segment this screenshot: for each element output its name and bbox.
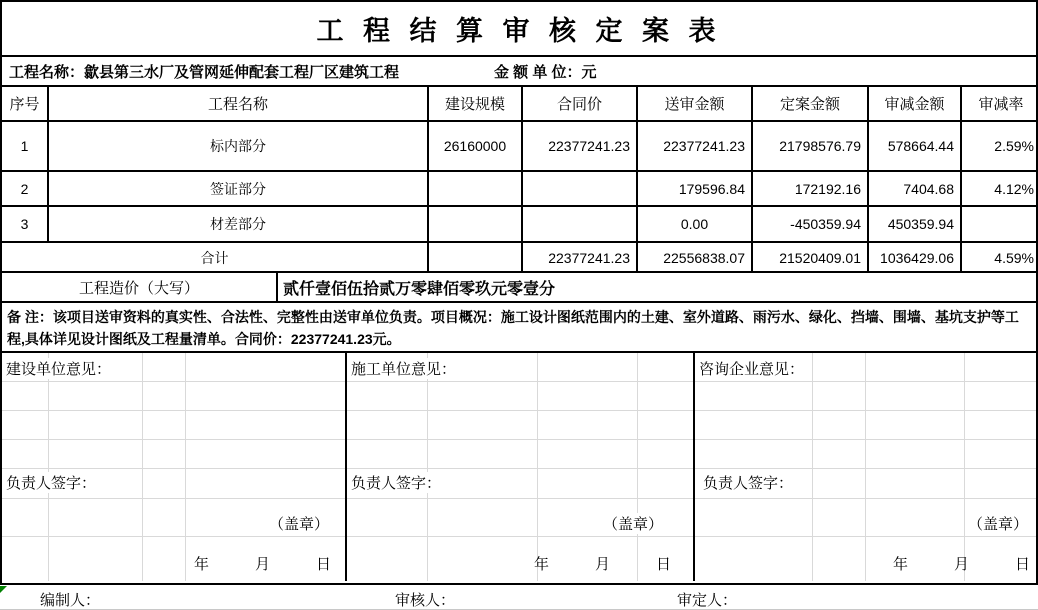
owner-sign-label: 负责人签字： [6,472,98,493]
year-label: 年 [533,556,549,573]
consultant-sign-label: 负责人签字： [703,472,795,493]
cell-final: 21798576.79 [752,121,868,171]
cell-error-indicator-icon [0,586,7,593]
day-label: 日 [315,556,331,573]
contractor-sign-label: 负责人签字： [351,472,443,493]
amount-unit-label: 金 额 单 位：元 [494,63,597,81]
cell-contract [522,171,637,206]
opinions-area [2,353,1036,581]
table-row [2,121,1038,171]
cell-scale: 26160000 [428,121,522,171]
cell-scale [428,171,522,206]
cell-final: -450359.94 [752,206,868,242]
cell-reduction: 578664.44 [868,121,961,171]
cell-submitted: 0.00 [637,206,752,242]
cell-submitted: 179596.84 [637,171,752,206]
col-header-rate: 审减率 [961,87,1038,121]
cell-contract: 22377241.23 [522,121,637,171]
table-row [2,206,1038,242]
owner-seal-label: （盖章） [269,513,329,534]
contractor-date-line [534,553,671,574]
cell-reduction: 7404.68 [868,171,961,206]
month-label: 月 [953,556,969,573]
amount-in-words-label: 工程造价（大写） [2,273,278,301]
cell-submitted: 22377241.23 [637,121,752,171]
cell-rate: 2.59% [961,121,1038,171]
total-reduction: 1036429.06 [868,242,961,273]
contractor-opinion-section [347,353,693,581]
amount-in-words-value: 贰仟壹佰伍拾贰万零肆佰零玖元零壹分 [283,280,556,298]
total-rate: 4.59% [961,242,1038,273]
month-label: 月 [254,556,270,573]
col-header-name: 工程名称 [48,87,428,121]
total-final: 21520409.01 [752,242,868,273]
cell-no: 3 [2,206,48,242]
table-header-row [2,87,1038,121]
col-header-contract: 合同价 [522,87,637,121]
footer-signature-row [0,585,1038,610]
col-header-final: 定案金额 [752,87,868,121]
note-row: 备 注：该项目送审资料的真实性、合法性、完整性由送审单位负责。项目概况：施工设计图纸范围内的土建、室外道路、雨污水、绿化、挡墙、围墙、基坑支护等工程,具体详见设计图纸及工程量清单。合同价：22377241.23元。 [2,303,1036,353]
col-header-submitted: 送审金额 [637,87,752,121]
contractor-seal-label: （盖章） [603,513,663,534]
month-label: 月 [594,556,610,573]
consultant-date-line [893,553,1030,574]
owner-opinion-title: 建设单位意见： [6,358,113,379]
cell-reduction: 450359.94 [868,206,961,242]
table-row [2,171,1038,206]
day-label: 日 [655,556,671,573]
cell-scale [428,206,522,242]
owner-opinion-section [2,353,345,581]
approver-label: 审定人： [677,592,738,609]
cell-name: 标内部分 [48,121,428,171]
owner-date-line [194,553,331,574]
total-submitted: 22556838.07 [637,242,752,273]
reviewer-label: 审核人： [395,592,456,609]
contractor-opinion-title: 施工单位意见： [351,358,458,379]
settlement-table [2,87,1038,273]
cell-no: 2 [2,171,48,206]
total-scale [428,242,522,273]
preparer-label: 编制人： [40,592,101,609]
cell-final: 172192.16 [752,171,868,206]
project-name: 工程名称：歙县第三水厂及管网延伸配套工程厂区建筑工程 [9,63,400,81]
total-contract: 22377241.23 [522,242,637,273]
consultant-opinion-section [695,353,1036,581]
amount-in-words-row [2,271,1036,303]
table-total-row [2,242,1038,273]
consultant-opinion-title: 咨询企业意见： [699,358,806,379]
col-header-no: 序号 [2,87,48,121]
cell-rate: 4.12% [961,171,1038,206]
total-label: 合计 [2,242,428,273]
cell-no: 1 [2,121,48,171]
col-header-scale: 建设规模 [428,87,522,121]
form-title: 工 程 结 算 审 核 定 案 表 [2,2,1036,57]
year-label: 年 [892,556,908,573]
project-name-row [2,57,1036,87]
cell-name: 签证部分 [48,171,428,206]
cell-rate [961,206,1038,242]
cell-contract [522,206,637,242]
cell-name: 材差部分 [48,206,428,242]
consultant-seal-label: （盖章） [968,513,1028,534]
col-header-reduction: 审减金额 [868,87,961,121]
year-label: 年 [193,556,209,573]
day-label: 日 [1014,556,1030,573]
